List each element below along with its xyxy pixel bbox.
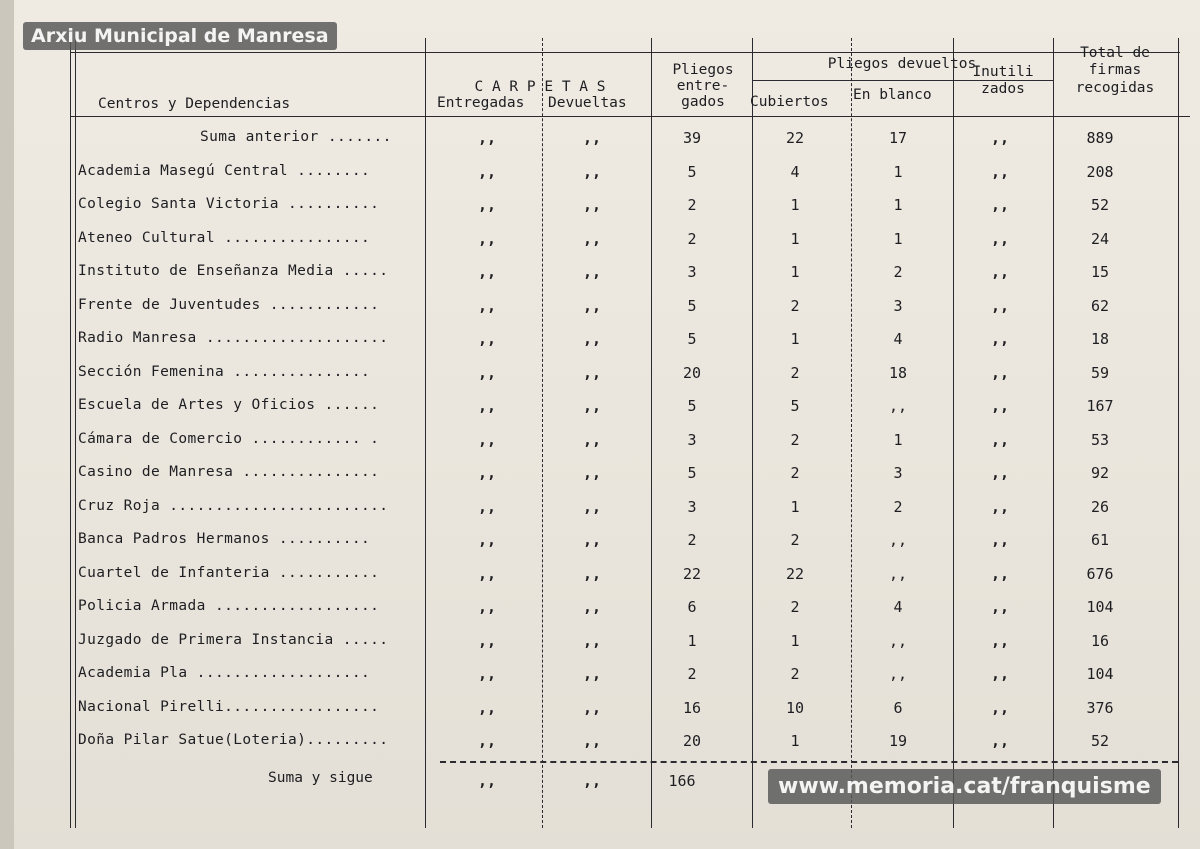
header-inutilizados-2: zados bbox=[981, 81, 1025, 97]
row-devueltas-ditto: ,, bbox=[582, 531, 602, 549]
row-name: Nacional Pirelli................. bbox=[78, 699, 380, 715]
header-total-3: recogidas bbox=[1075, 80, 1155, 96]
row-en-blanco: 19 bbox=[888, 732, 908, 750]
row-en-blanco: 1 bbox=[893, 230, 903, 248]
row-cubiertos: 22 bbox=[785, 129, 805, 147]
row-total-firmas: 676 bbox=[1086, 565, 1114, 583]
row-pliegos-entregados: 1 bbox=[687, 632, 697, 650]
rule-right-outer bbox=[1178, 38, 1179, 828]
row-entregadas-ditto: ,, bbox=[477, 665, 497, 683]
row-devueltas-ditto: ,, bbox=[582, 196, 602, 214]
row-en-blanco: 18 bbox=[888, 364, 908, 382]
row-total-firmas: 18 bbox=[1090, 330, 1110, 348]
row-entregadas-ditto: ,, bbox=[477, 699, 497, 717]
row-devueltas-ditto: ,, bbox=[582, 129, 602, 147]
row-pliegos-entregados: 3 bbox=[687, 431, 697, 449]
row-pliegos-entregados: 20 bbox=[682, 364, 702, 382]
row-inutilizados-ditto: ,, bbox=[990, 464, 1010, 482]
row-total-firmas: 104 bbox=[1086, 598, 1114, 616]
rule-carpetas-right bbox=[651, 38, 652, 828]
suma-sigue-label: Suma y sigue bbox=[268, 770, 373, 786]
suma-sigue-entregados: 166 bbox=[668, 772, 696, 790]
row-total-firmas: 52 bbox=[1090, 732, 1110, 750]
header-entregadas: Entregadas bbox=[437, 95, 525, 111]
row-entregadas-ditto: ,, bbox=[477, 397, 497, 415]
row-name: Casino de Manresa ............... bbox=[78, 464, 380, 480]
row-pliegos-entregados: 3 bbox=[687, 498, 697, 516]
row-cubiertos: 5 bbox=[790, 397, 800, 415]
row-cubiertos: 10 bbox=[785, 699, 805, 717]
row-devueltas-ditto: ,, bbox=[582, 699, 602, 717]
row-cubiertos: 1 bbox=[790, 632, 800, 650]
row-total-firmas: 24 bbox=[1090, 230, 1110, 248]
row-name: Ateneo Cultural ................ bbox=[78, 230, 371, 246]
rule-inutilizados-right bbox=[1053, 38, 1054, 828]
header-pliegos-entregados-3: gados bbox=[681, 94, 725, 110]
row-entregadas-ditto: ,, bbox=[477, 498, 497, 516]
row-entregadas-ditto: ,, bbox=[477, 732, 497, 750]
header-centros: Centros y Dependencias bbox=[98, 96, 291, 112]
rule-entregados-right bbox=[752, 38, 753, 828]
row-cubiertos: 1 bbox=[790, 196, 800, 214]
rule-left-outer bbox=[70, 38, 71, 828]
row-en-blanco: ,, bbox=[888, 632, 908, 650]
row-inutilizados-ditto: ,, bbox=[990, 665, 1010, 683]
row-cubiertos: 2 bbox=[790, 364, 800, 382]
row-cubiertos: 22 bbox=[785, 565, 805, 583]
row-name: Instituto de Enseñanza Media ..... bbox=[78, 263, 389, 279]
row-entregadas-ditto: ,, bbox=[477, 263, 497, 281]
rule-left-inner bbox=[75, 38, 76, 828]
row-pliegos-entregados: 39 bbox=[682, 129, 702, 147]
row-name: Escuela de Artes y Oficios ...... bbox=[78, 397, 380, 413]
row-devueltas-ditto: ,, bbox=[582, 464, 602, 482]
row-inutilizados-ditto: ,, bbox=[990, 699, 1010, 717]
row-name: Radio Manresa .................... bbox=[78, 330, 389, 346]
header-pliegos-entregados-1: Pliegos bbox=[672, 62, 734, 78]
row-cubiertos: 2 bbox=[790, 665, 800, 683]
row-inutilizados-ditto: ,, bbox=[990, 263, 1010, 281]
row-inutilizados-ditto: ,, bbox=[990, 364, 1010, 382]
row-en-blanco: 1 bbox=[893, 196, 903, 214]
row-entregadas-ditto: ,, bbox=[477, 632, 497, 650]
row-entregadas-ditto: ,, bbox=[477, 330, 497, 348]
row-cubiertos: 4 bbox=[790, 163, 800, 181]
row-inutilizados-ditto: ,, bbox=[990, 632, 1010, 650]
row-inutilizados-ditto: ,, bbox=[990, 498, 1010, 516]
row-entregadas-ditto: ,, bbox=[477, 431, 497, 449]
row-total-firmas: 15 bbox=[1090, 263, 1110, 281]
header-total-1: Total de bbox=[1080, 45, 1150, 61]
row-en-blanco: 4 bbox=[893, 598, 903, 616]
row-pliegos-entregados: 22 bbox=[682, 565, 702, 583]
row-name: Cruz Roja ........................ bbox=[78, 498, 389, 514]
row-pliegos-entregados: 20 bbox=[682, 732, 702, 750]
header-pliegos-devueltos: Pliegos devueltos bbox=[827, 56, 977, 72]
rule-total-dashed bbox=[440, 761, 1178, 763]
row-inutilizados-ditto: ,, bbox=[990, 297, 1010, 315]
row-inutilizados-ditto: ,, bbox=[990, 397, 1010, 415]
row-pliegos-entregados: 2 bbox=[687, 230, 697, 248]
row-name: Sección Femenina ............... bbox=[78, 364, 371, 380]
row-en-blanco: 2 bbox=[893, 498, 903, 516]
header-pliegos-entregados-2: entre- bbox=[676, 78, 730, 94]
row-en-blanco: 17 bbox=[888, 129, 908, 147]
suma-sigue-devueltas: ,, bbox=[582, 772, 602, 790]
row-inutilizados-ditto: ,, bbox=[990, 129, 1010, 147]
row-devueltas-ditto: ,, bbox=[582, 330, 602, 348]
row-total-firmas: 104 bbox=[1086, 665, 1114, 683]
row-devueltas-ditto: ,, bbox=[582, 498, 602, 516]
row-devueltas-ditto: ,, bbox=[582, 364, 602, 382]
row-total-firmas: 376 bbox=[1086, 699, 1114, 717]
row-total-firmas: 59 bbox=[1090, 364, 1110, 382]
row-cubiertos: 2 bbox=[790, 297, 800, 315]
row-total-firmas: 62 bbox=[1090, 297, 1110, 315]
row-cubiertos: 1 bbox=[790, 498, 800, 516]
row-total-firmas: 208 bbox=[1086, 163, 1114, 181]
row-pliegos-entregados: 5 bbox=[687, 297, 697, 315]
header-cubiertos: Cubiertos bbox=[750, 94, 829, 110]
row-total-firmas: 889 bbox=[1086, 129, 1114, 147]
header-inutilizados-1: Inutili bbox=[972, 64, 1034, 80]
row-devueltas-ditto: ,, bbox=[582, 263, 602, 281]
rule-top bbox=[70, 52, 1180, 53]
row-devueltas-ditto: ,, bbox=[582, 163, 602, 181]
row-en-blanco: ,, bbox=[888, 565, 908, 583]
row-name: Academia Pla ................... bbox=[78, 665, 371, 681]
row-total-firmas: 61 bbox=[1090, 531, 1110, 549]
row-total-firmas: 52 bbox=[1090, 196, 1110, 214]
row-entregadas-ditto: ,, bbox=[477, 230, 497, 248]
row-devueltas-ditto: ,, bbox=[582, 397, 602, 415]
row-total-firmas: 16 bbox=[1090, 632, 1110, 650]
row-pliegos-entregados: 5 bbox=[687, 397, 697, 415]
row-devueltas-ditto: ,, bbox=[582, 431, 602, 449]
row-pliegos-entregados: 5 bbox=[687, 464, 697, 482]
row-name: Juzgado de Primera Instancia ..... bbox=[78, 632, 389, 648]
row-inutilizados-ditto: ,, bbox=[990, 431, 1010, 449]
row-en-blanco: 3 bbox=[893, 297, 903, 315]
archive-watermark: Arxiu Municipal de Manresa bbox=[23, 22, 337, 50]
row-name: Policia Armada .................. bbox=[78, 598, 380, 614]
row-name: Banca Padros Hermanos .......... bbox=[78, 531, 371, 547]
website-watermark: www.memoria.cat/franquisme bbox=[768, 769, 1161, 804]
rule-header-bottom bbox=[70, 116, 1190, 117]
row-pliegos-entregados: 5 bbox=[687, 163, 697, 181]
header-en-blanco: En blanco bbox=[853, 87, 932, 103]
header-devueltas: Devueltas bbox=[548, 95, 627, 111]
row-cubiertos: 1 bbox=[790, 732, 800, 750]
row-cubiertos: 2 bbox=[790, 531, 800, 549]
header-carpetas: C A R P E T A S bbox=[474, 79, 606, 95]
row-pliegos-entregados: 16 bbox=[682, 699, 702, 717]
row-name: Cuartel de Infanteria ........... bbox=[78, 565, 380, 581]
row-inutilizados-ditto: ,, bbox=[990, 196, 1010, 214]
rule-cubiertos-right bbox=[851, 38, 852, 828]
row-total-firmas: 26 bbox=[1090, 498, 1110, 516]
document-page bbox=[14, 0, 1200, 849]
suma-sigue-entregadas: ,, bbox=[477, 772, 497, 790]
row-total-firmas: 167 bbox=[1086, 397, 1114, 415]
row-en-blanco: ,, bbox=[888, 397, 908, 415]
rule-carpetas-mid bbox=[542, 38, 543, 828]
row-name: Suma anterior ....... bbox=[200, 129, 392, 145]
row-devueltas-ditto: ,, bbox=[582, 665, 602, 683]
row-inutilizados-ditto: ,, bbox=[990, 732, 1010, 750]
row-en-blanco: 3 bbox=[893, 464, 903, 482]
row-entregadas-ditto: ,, bbox=[477, 163, 497, 181]
row-name: Doña Pilar Satue(Loteria)......... bbox=[78, 732, 389, 748]
row-inutilizados-ditto: ,, bbox=[990, 531, 1010, 549]
rule-centros-right bbox=[425, 38, 426, 828]
row-inutilizados-ditto: ,, bbox=[990, 598, 1010, 616]
row-cubiertos: 2 bbox=[790, 598, 800, 616]
row-devueltas-ditto: ,, bbox=[582, 732, 602, 750]
row-cubiertos: 2 bbox=[790, 431, 800, 449]
row-entregadas-ditto: ,, bbox=[477, 364, 497, 382]
row-cubiertos: 1 bbox=[790, 330, 800, 348]
row-entregadas-ditto: ,, bbox=[477, 129, 497, 147]
row-en-blanco: 6 bbox=[893, 699, 903, 717]
row-name: Frente de Juventudes ............ bbox=[78, 297, 380, 313]
row-total-firmas: 53 bbox=[1090, 431, 1110, 449]
row-en-blanco: 1 bbox=[893, 163, 903, 181]
row-devueltas-ditto: ,, bbox=[582, 565, 602, 583]
row-entregadas-ditto: ,, bbox=[477, 531, 497, 549]
row-total-firmas: 92 bbox=[1090, 464, 1110, 482]
row-name: Cámara de Comercio ............ . bbox=[78, 431, 380, 447]
row-devueltas-ditto: ,, bbox=[582, 297, 602, 315]
row-entregadas-ditto: ,, bbox=[477, 196, 497, 214]
row-cubiertos: 1 bbox=[790, 263, 800, 281]
header-total-2: firmas bbox=[1088, 62, 1142, 78]
row-inutilizados-ditto: ,, bbox=[990, 565, 1010, 583]
rule-blanco-right bbox=[953, 38, 954, 828]
row-pliegos-entregados: 5 bbox=[687, 330, 697, 348]
row-entregadas-ditto: ,, bbox=[477, 297, 497, 315]
row-devueltas-ditto: ,, bbox=[582, 632, 602, 650]
row-pliegos-entregados: 6 bbox=[687, 598, 697, 616]
row-entregadas-ditto: ,, bbox=[477, 598, 497, 616]
row-inutilizados-ditto: ,, bbox=[990, 330, 1010, 348]
row-name: Colegio Santa Victoria .......... bbox=[78, 196, 380, 212]
row-pliegos-entregados: 3 bbox=[687, 263, 697, 281]
row-en-blanco: 2 bbox=[893, 263, 903, 281]
row-pliegos-entregados: 2 bbox=[687, 531, 697, 549]
row-devueltas-ditto: ,, bbox=[582, 230, 602, 248]
row-cubiertos: 2 bbox=[790, 464, 800, 482]
row-cubiertos: 1 bbox=[790, 230, 800, 248]
row-name: Academia Masegú Central ........ bbox=[78, 163, 371, 179]
row-inutilizados-ditto: ,, bbox=[990, 230, 1010, 248]
row-en-blanco: ,, bbox=[888, 531, 908, 549]
row-entregadas-ditto: ,, bbox=[477, 565, 497, 583]
row-devueltas-ditto: ,, bbox=[582, 598, 602, 616]
row-en-blanco: 4 bbox=[893, 330, 903, 348]
row-inutilizados-ditto: ,, bbox=[990, 163, 1010, 181]
row-pliegos-entregados: 2 bbox=[687, 196, 697, 214]
row-en-blanco: ,, bbox=[888, 665, 908, 683]
row-entregadas-ditto: ,, bbox=[477, 464, 497, 482]
row-pliegos-entregados: 2 bbox=[687, 665, 697, 683]
row-en-blanco: 1 bbox=[893, 431, 903, 449]
